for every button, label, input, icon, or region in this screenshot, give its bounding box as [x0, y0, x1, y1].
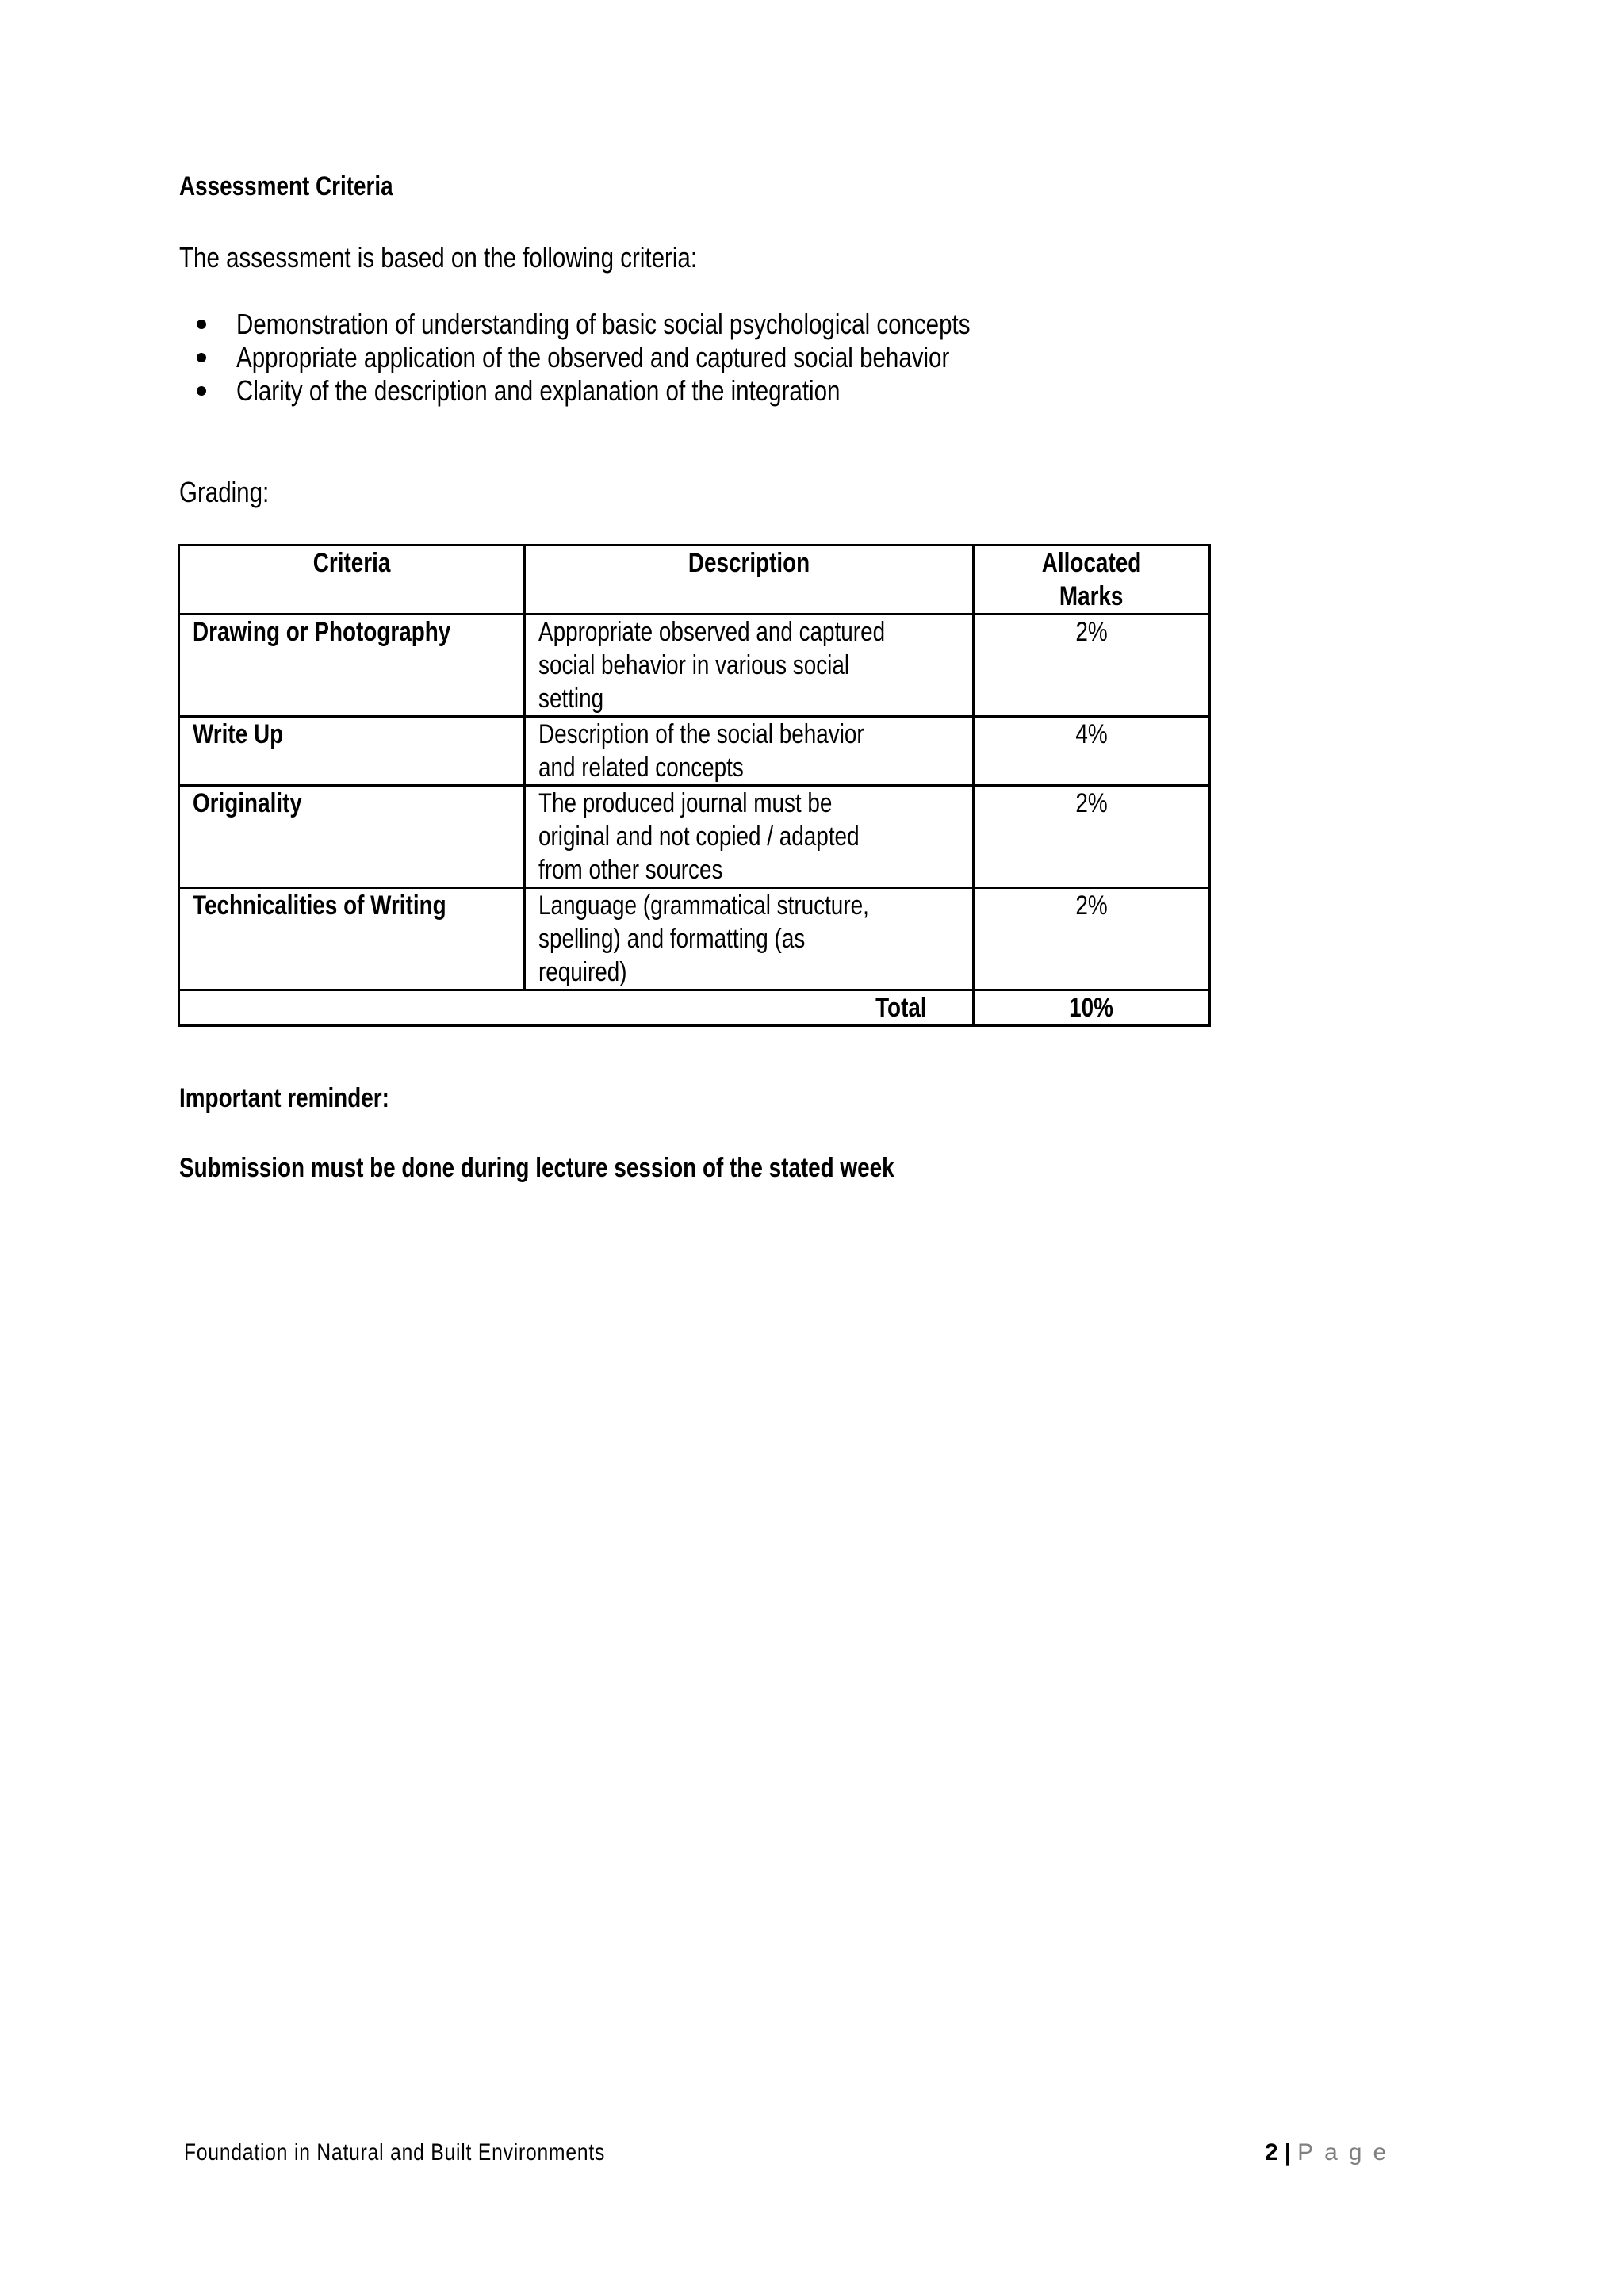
criteria-text: Drawing or Photography [193, 617, 451, 647]
description-line: The produced journal must be [538, 788, 833, 818]
list-item [179, 308, 1132, 341]
header-criteria [179, 546, 525, 615]
header-marks-line1: Allocated [1041, 548, 1142, 578]
list-item [179, 374, 1132, 408]
page-separator: | [1284, 2139, 1292, 2166]
description-line: Appropriate observed and captured [538, 617, 886, 647]
header-criteria-text: Criteria [312, 548, 391, 578]
header-marks [974, 546, 1210, 615]
cell-criteria [179, 615, 525, 717]
table-row [179, 615, 1210, 717]
cell-marks [974, 615, 1210, 717]
criteria-text: Originality [193, 788, 302, 818]
description-line: Language (grammatical structure, [538, 890, 869, 921]
description-line: setting [538, 684, 604, 714]
description-line: required) [538, 957, 627, 987]
page-number: 2 [1265, 2139, 1278, 2166]
cell-description [525, 888, 974, 990]
header-marks-line2: Marks [1059, 581, 1124, 611]
marks-value: 4% [1075, 719, 1108, 749]
marks-value: 2% [1075, 617, 1108, 647]
page-word: Page [1297, 2139, 1398, 2166]
criteria-bullet-list [179, 308, 1132, 408]
bullet-icon [197, 353, 206, 362]
marks-value: 2% [1075, 788, 1108, 818]
submission-note [179, 1153, 1051, 1184]
table-header-row [179, 546, 1210, 615]
list-item-text: Demonstration of understanding of basic social psychological concepts [236, 308, 971, 340]
footer-page-indicator [1265, 2139, 1397, 2166]
description-line: from other sources [538, 855, 723, 885]
important-reminder [179, 1083, 435, 1114]
cell-criteria [179, 888, 525, 990]
grading-table [178, 544, 1211, 1027]
total-value: 10% [1069, 993, 1114, 1023]
footer-course-title [184, 2139, 698, 2166]
description-line: and related concepts [538, 753, 744, 783]
total-label-cell [179, 990, 974, 1026]
footer-course-title-text: Foundation in Natural and Built Environments [184, 2139, 606, 2166]
cell-description [525, 717, 974, 786]
header-description-text: Description [688, 548, 810, 578]
cell-description [525, 786, 974, 888]
header-description [525, 546, 974, 615]
intro-paragraph [179, 241, 810, 274]
criteria-text: Write Up [193, 719, 284, 749]
submission-note-text: Submission must be done during lecture session of the stated week [179, 1153, 894, 1183]
section-heading [179, 171, 440, 202]
cell-description [525, 615, 974, 717]
criteria-text: Technicalities of Writing [193, 890, 446, 921]
list-item-text: Appropriate application of the observed and captured social behavior [236, 341, 950, 373]
cell-marks [974, 888, 1210, 990]
cell-marks [974, 717, 1210, 786]
grading-label-text: Grading: [179, 476, 270, 508]
cell-criteria [179, 786, 525, 888]
description-line: Description of the social behavior [538, 719, 864, 749]
important-reminder-text: Important reminder: [179, 1083, 389, 1113]
table-row [179, 786, 1210, 888]
description-line: spelling) and formatting (as [538, 924, 806, 954]
total-label: Total [875, 993, 927, 1023]
grading-label [179, 476, 289, 509]
cell-marks [974, 786, 1210, 888]
description-line: social behavior in various social [538, 650, 850, 680]
table-total-row [179, 990, 1210, 1026]
description-line: original and not copied / adapted [538, 821, 860, 852]
bullet-icon [197, 320, 206, 329]
total-value-cell [974, 990, 1210, 1026]
marks-value: 2% [1075, 890, 1108, 921]
bullet-icon [197, 386, 206, 396]
table-row [179, 717, 1210, 786]
table-row [179, 888, 1210, 990]
cell-criteria [179, 717, 525, 786]
list-item-text: Clarity of the description and explanation of the integration [236, 374, 841, 407]
intro-text: The assessment is based on the following criteria: [179, 241, 698, 274]
section-heading-text: Assessment Criteria [179, 171, 393, 201]
list-item [179, 341, 1132, 374]
